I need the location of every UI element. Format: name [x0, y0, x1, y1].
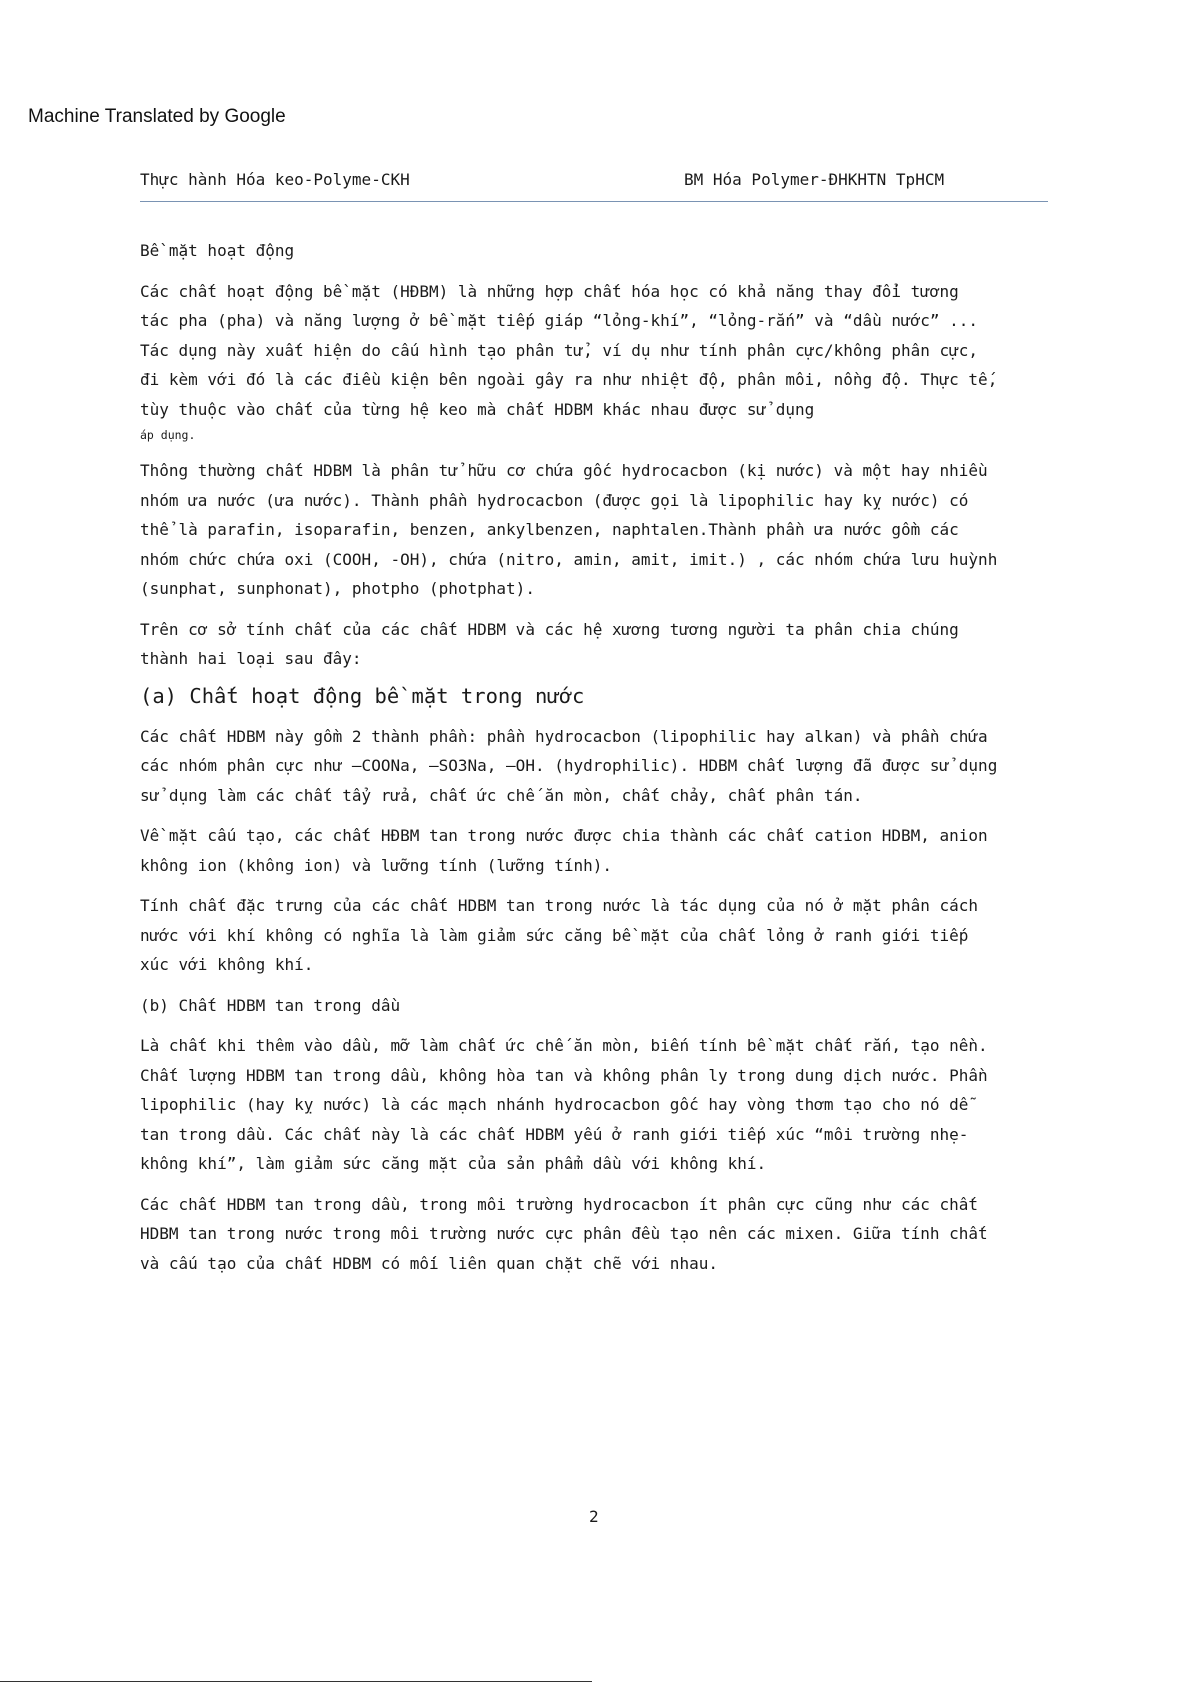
paragraph-water-components: Các chất HDBM này gồm 2 thành phần: phần hydrocacbon (lipophilic hay alkan) và phần chứa các nhóm phân cực như –COONa, –SO3Na, –OH. (hydrophilic). HDBM chất lượng đã được sử dụng sử dụng làm các chất tẩy rửa, chất ức chế ăn mòn, chất chảy, chất phân tán. [140, 726, 998, 805]
paragraph-intro-tail: áp dụng. [140, 428, 196, 442]
document-body [140, 236, 1060, 1278]
paragraph-classification: Trên cơ sở tính chất của các chất HDBM và các hệ xương tương người ta phân chia chúng thành hai loại sau đây: [140, 619, 959, 668]
running-header-left: Thực hành Hóa keo-Polyme-CKH [140, 170, 410, 189]
paragraph-intro: Các chất hoạt động bề mặt (HĐBM) là những hợp chất hóa học có khả năng thay đổi tương tác pha (pha) và năng lượng ở bề mặt tiếp giáp “lỏng-khí”, “lỏng-rắn” và “dầu nước” ... Tác dụng này xuất hiện do cấu hình tạo phân tử, ví dụ như tính phân cực/không phân cực, đi kèm với đó là các điều kiện bên ngoài gây ra như nhiệt độ, phân môi, nồng độ. Thực tế, tùy thuộc vào chất của từng hệ keo mà chất HDBM khác nhau được sử dụng [140, 281, 998, 419]
running-header-right: BM Hóa Polymer-ĐHKHTN TpHCM [684, 170, 945, 189]
paragraph-water-property: Tính chất đặc trưng của các chất HDBM tan trong nước là tác dụng của nó ở mặt phân cách nước với khí không có nghĩa là làm giảm sức căng bề mặt của chất lỏng ở ranh giới tiếp xúc với không khí. [140, 896, 979, 974]
paragraph-structure: Thông thường chất HDBM là phân tử hữu cơ chứa gốc hydrocacbon (kị nước) và một hay nhiều nhóm ưa nước (ưa nước). Thành phần hydrocacbon (được gọi là lipophilic hay kỵ nước) có thể là parafin, isoparafin, benzen, ankylbenzen, naphtalen.Thành phần ưa nước gồm các nhóm chức chứa oxi (COOH, -OH), chứa (nitro, amin, amit, imit.) , các nhóm chứa lưu huỳnh (sunphat, sunphonat), photpho (photphat). [140, 461, 998, 598]
subheading-oil-soluble: (b) Chất HDBM tan trong dầu [140, 995, 401, 1015]
machine-translation-banner: Machine Translated by Google [28, 106, 286, 127]
paragraph-oil-description: Là chất khi thêm vào dầu, mỡ làm chất ức chế ăn mòn, biến tính bề mặt chất rắn, tạo nền. Chất lượng HDBM tan trong dầu, không hòa tan và không phân ly trong dung dịch nước. Phần lipophilic (hay kỵ nước) là các mạch nhánh hydrocacbon gốc hay vòng thơm tạo cho nó dễ tan trong dầu. Các chất này là các chất HDBM yếu ở ranh giới tiếp xúc “môi trường nhẹ- không khí”, làm giảm sức căng mặt của sản phẩm dầu với không khí. [140, 1036, 988, 1173]
subheading-water-soluble: (a) Chất hoạt động bề mặt trong nước [140, 683, 585, 708]
section-title: Bề mặt hoạt động [140, 241, 295, 260]
paragraph-water-types: Về mặt cấu tạo, các chất HĐBM tan trong nước được chia thành các chất cation HDBM, anion không ion (không ion) và lưỡng tính (lưỡng tính). [140, 826, 988, 875]
paragraph-micelles: Các chất HDBM tan trong dầu, trong môi trường hydrocacbon ít phân cực cũng như các chất HDBM tan trong nước trong môi trường nước cực phân đều tạo nên các mixen. Giữa tính chất và cấu tạo của chất HDBM có mối liên quan chặt chẽ với nhau. [140, 1194, 988, 1273]
footer-rule [0, 1681, 592, 1682]
header-divider [140, 201, 1048, 202]
page-number: 2 [589, 1507, 599, 1526]
